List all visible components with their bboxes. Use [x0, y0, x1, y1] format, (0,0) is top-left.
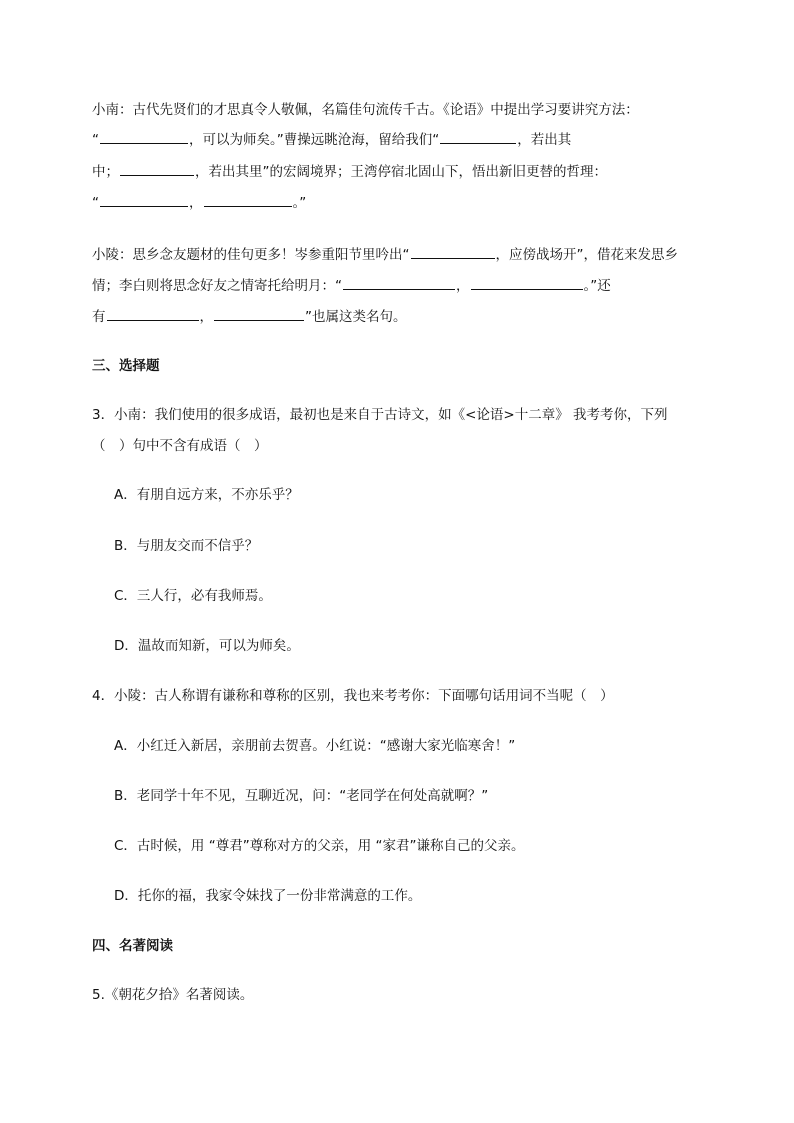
passage-line — [92, 197, 306, 211]
answer-option-d[interactable]: D．温故而知新，可以为师矣。 — [114, 638, 300, 654]
passage-line — [92, 311, 407, 325]
fill-blank[interactable] — [440, 142, 516, 144]
passage-text: ，若出其里”的宏阔境界；王湾停宿北固山下，悟出新旧更替的哲理： — [195, 164, 607, 180]
answer-option-d[interactable]: D．托你的福，我家令妹找了一份非常满意的工作。 — [114, 888, 422, 904]
passage-line — [92, 104, 639, 118]
answer-option-b[interactable]: B．老同学十年不见，互聊近况，问：“老同学在何处高就啊？” — [114, 788, 489, 804]
passage-text: “ — [92, 132, 99, 148]
fill-blank[interactable] — [120, 174, 194, 176]
section-heading: 三、选择题 — [92, 358, 160, 374]
passage-line — [92, 249, 678, 263]
question-stem: 5.《朝花夕拾》名著阅读。 — [92, 987, 254, 1003]
passage-text: 情；李白则将思念好友之情寄托给明月：“ — [92, 278, 342, 294]
passage-text: ，可以为师矣。”曹操远眺沧海，留给我们“ — [189, 132, 440, 148]
fill-blank[interactable] — [100, 142, 188, 144]
passage-text: ，若出其 — [517, 132, 572, 148]
passage-line — [92, 166, 607, 180]
fill-blank[interactable] — [204, 205, 292, 207]
passage-text: 。” — [292, 195, 307, 211]
fill-blank[interactable] — [471, 288, 583, 290]
passage-text: 中； — [92, 164, 119, 180]
answer-option-a[interactable]: A．小红迁入新居，亲朋前去贺喜。小红说：“感谢大家光临寒舍！” — [114, 738, 516, 754]
question-stem: 4．小陵：古人称谓有谦称和尊称的区别，我也来考考你：下面哪句话用词不当呢（ ） — [92, 688, 614, 704]
passage-text: 有 — [92, 309, 106, 325]
passage-text: ， — [199, 309, 213, 325]
passage-text: “ — [92, 195, 99, 211]
fill-blank[interactable] — [100, 205, 188, 207]
passage-text: ，应傍战场开”，借花来发思乡 — [495, 247, 678, 263]
passage-line — [92, 280, 611, 294]
passage-text: 小陵：思乡念友题材的佳句更多！岑参重阳节里吟出“ — [92, 247, 410, 263]
fill-blank[interactable] — [343, 288, 455, 290]
passage-line — [92, 134, 571, 148]
passage-text: ， — [189, 195, 203, 211]
fill-blank[interactable] — [107, 319, 199, 321]
fill-blank[interactable] — [411, 257, 495, 259]
question-stem: 3．小南：我们使用的很多成语，最初也是来自于古诗文，如《<论语>十二章》 我考考你，下列 — [92, 407, 668, 423]
passage-text: 小南：古代先贤们的才思真令人敬佩，名篇佳句流传千古。《论语》中提出学习要讲究方法： — [92, 102, 639, 118]
answer-option-a[interactable]: A．有朋自远方来，不亦乐乎？ — [114, 487, 299, 503]
section-heading: 四、名著阅读 — [92, 938, 173, 954]
answer-option-c[interactable]: C．三人行，必有我师焉。 — [114, 588, 272, 604]
question-stem: （ ）句中不含有成语（ ） — [92, 438, 268, 454]
passage-text: 。”还 — [583, 278, 611, 294]
answer-option-c[interactable]: C．古时候，用 “尊君”尊称对方的父亲，用 “家君”谦称自己的父亲。 — [114, 838, 525, 854]
passage-text: ， — [456, 278, 470, 294]
answer-option-b[interactable]: B．与朋友交而不信乎？ — [114, 538, 259, 554]
passage-text: ”也属这类名句。 — [305, 309, 407, 325]
fill-blank[interactable] — [214, 319, 304, 321]
